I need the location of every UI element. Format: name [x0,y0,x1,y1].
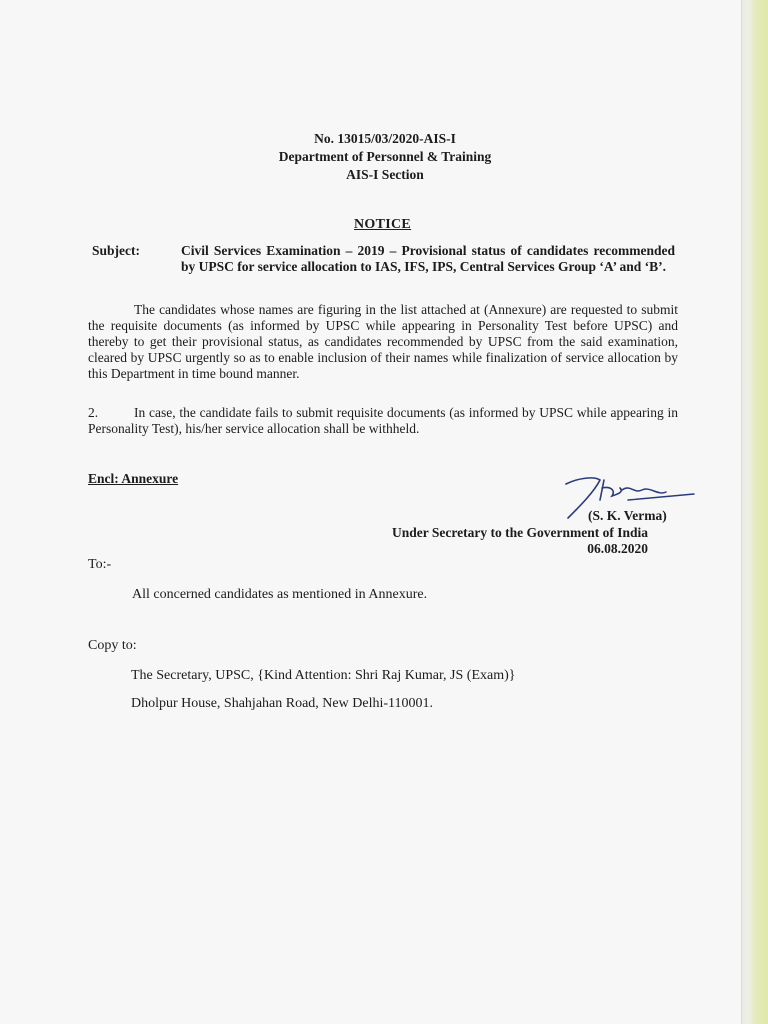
paragraph-1: The candidates whose names are figuring in the list attached at (Annexure) are requested to submit the requisite documents (as informed by UPSC while appearing in Personality Test before UPSC) and thereby to get their provisional status, as candidates recommended by UPSC from the said examination, cleared by UPSC urgently so as to enable inclusion of their names while finalization of service allocation by this Department in time bound manner. [88,302,678,381]
document-header [0,130,742,184]
copy-to-line-2: Dholpur House, Shahjahan Road, New Delhi-110001. [131,696,433,711]
section-name: AIS-I Section [346,167,424,182]
signatory-date: 06.08.2020 [587,541,648,556]
copy-to-label: Copy to: [88,638,137,653]
to-recipients: All concerned candidates as mentioned in Annexure. [132,587,428,602]
signatory-block [392,525,648,557]
department-name: Department of Personnel & Training [278,149,492,164]
subject-label: Subject: [92,243,140,258]
enclosure-label: Encl: Annexure [88,471,179,486]
signatory-name: (S. K. Verma) [588,508,667,523]
paragraph-2-number: 2. [88,405,99,420]
page-edge-strip [742,0,768,1024]
paragraph-2 [88,405,678,437]
paragraph-2-text: In case, the candidate fails to submit requisite documents (as informed by UPSC while appearing in Personality Test), his/her service allocation shall be withheld. [88,405,678,436]
to-label: To:- [88,557,112,572]
reference-number: No. 13015/03/2020-AIS-I [314,131,456,146]
subject-text: Civil Services Examination – 2019 – Provisional status of candidates recommended by UPSC for service allocation to IAS, IFS, IPS, Central Services Group ‘A’ and ‘B’. [181,243,675,274]
copy-to-line-1: The Secretary, UPSC, {Kind Attention: Shri Raj Kumar, JS (Exam)} [131,668,516,683]
signatory-designation: Under Secretary to the Government of India [392,525,648,540]
notice-title: NOTICE [354,217,412,232]
